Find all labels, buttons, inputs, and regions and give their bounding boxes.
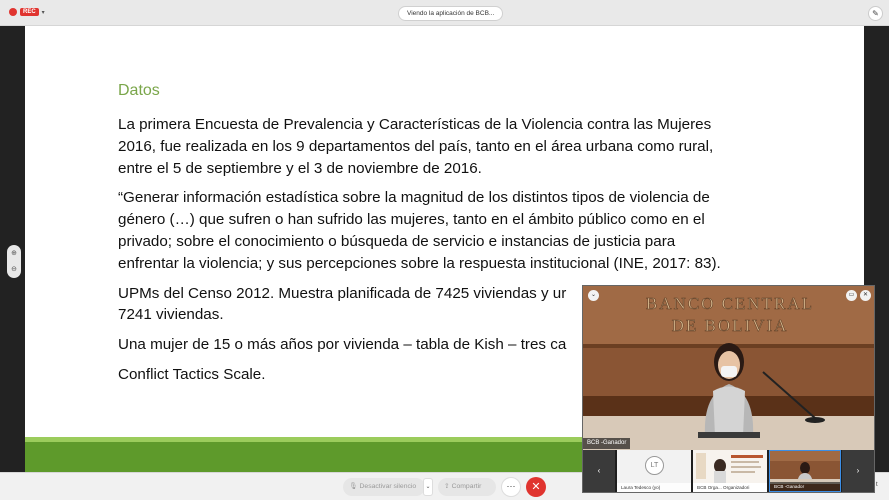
unmute-button[interactable]: 🎙 Desactivar silencio [343, 478, 425, 496]
speaker-name-label: BCB -Ganador [583, 438, 630, 449]
left-gutter [0, 26, 25, 472]
viewing-app-chip[interactable]: Viendo la aplicación de BCB... [398, 6, 503, 21]
thumbs-next-button[interactable]: › [842, 450, 874, 492]
slide-paragraph: “Generar información estadística sobre la magnitud de los distintos tipos de violencia de género (…) que sufren o han sufrido las mujeres, tanto en el ámbito público como en el privado; sobre el conocimiento o búsqueda de servicio e instancias de justicia para enfrentar la violencia; y sus percepciones sobre la respuesta institucional (INE, 2017: 83). [118, 189, 721, 272]
pencil-icon[interactable]: ✎ [868, 6, 883, 21]
rec-badge: REC [20, 8, 39, 16]
thumbs-prev-button[interactable]: ‹ [583, 450, 615, 492]
slide-title: Datos [118, 82, 160, 99]
leave-meeting-button[interactable]: ✕ [526, 477, 546, 497]
participant-thumbnail[interactable] [693, 450, 767, 492]
chevron-down-icon: ▾ [41, 9, 45, 16]
sign-text-line2: DE BOLIVIA [671, 316, 789, 335]
slide-paragraph: Conflict Tactics Scale. [118, 365, 266, 383]
active-speaker-video [583, 286, 874, 450]
participant-video-frame [770, 451, 840, 484]
zoom-out-icon[interactable]: ⊖ [11, 266, 17, 274]
collapse-video-button[interactable]: ⌄ [588, 290, 599, 301]
close-video-button[interactable]: ✕ [860, 290, 871, 301]
participant-video-frame [693, 450, 767, 483]
participant-thumbnail[interactable] [769, 450, 841, 492]
slide-paragraph: Una mujer de 15 o más años por vivienda – tabla de Kish – tres ca [118, 336, 567, 354]
slide-paragraph: UPMs del Censo 2012. Muestra planificada de 7425 viviendas y ur 7241 viviendas. [118, 284, 567, 324]
participant-name: BCB -Ganador [770, 482, 840, 491]
share-button[interactable]: ⇪ Compartir [438, 478, 496, 496]
recording-indicator[interactable] [9, 8, 45, 16]
record-dot-icon [9, 8, 17, 16]
zoom-controls [7, 245, 21, 278]
chevron-down-icon[interactable]: ⌄ [423, 478, 433, 496]
participant-name: Laura Tedesco (yo) [617, 483, 691, 492]
more-options-button[interactable]: ··· [501, 477, 521, 497]
expand-video-button[interactable]: ▭ [846, 290, 857, 301]
top-bar [0, 0, 889, 26]
zoom-in-icon[interactable]: ⊕ [11, 249, 17, 257]
participant-name: BCB Orga... Organizadori [693, 483, 767, 492]
speaker-video-frame [583, 286, 874, 450]
video-panel [582, 285, 875, 493]
slide-paragraph: La primera Encuesta de Prevalencia y Características de la Violencia contra las Mujeres 2016, fue realizada en los 9 departamentos del país, tanto en el área urbana como rural, entre el 5 de septiembre y el 3 de noviembre de 2016. [118, 116, 714, 177]
avatar: LT [645, 456, 664, 475]
participant-thumbnails [583, 450, 874, 492]
participant-thumbnail[interactable] [617, 450, 691, 492]
sign-text-line1: BANCO CENTRAL [645, 294, 815, 313]
edge-text: t [876, 482, 878, 488]
